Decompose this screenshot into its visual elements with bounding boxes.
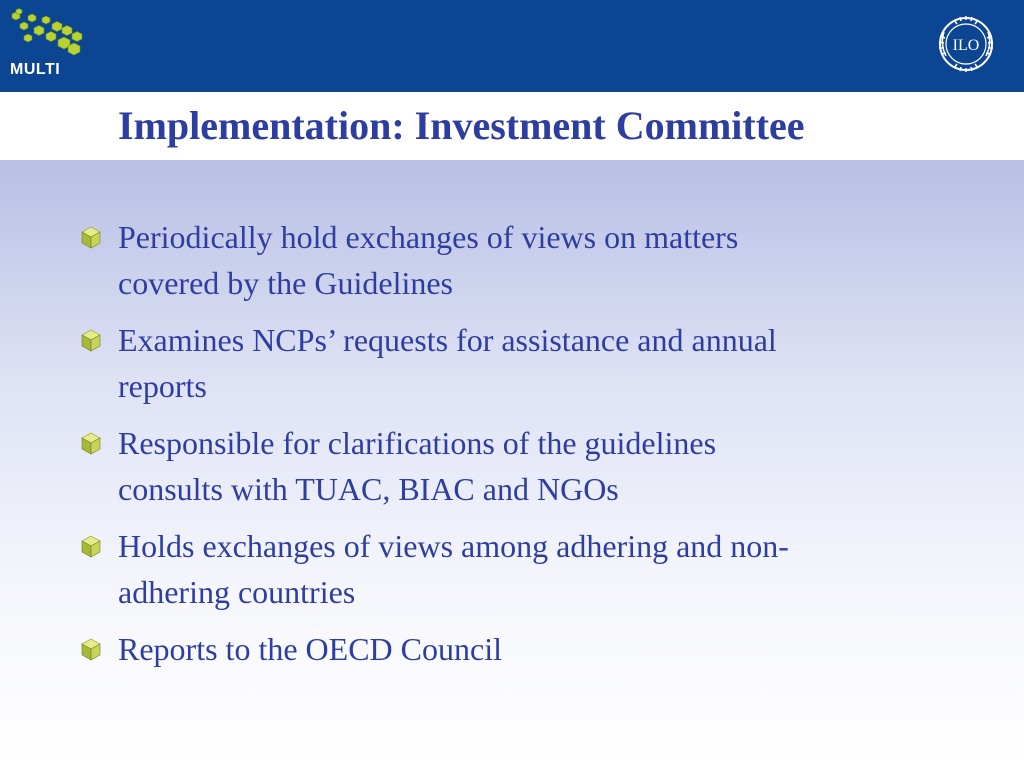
cube-bullet-icon xyxy=(80,638,102,662)
bullet-text-line2: consults with TUAC, BIAC and NGOs xyxy=(118,471,619,507)
list-item xyxy=(0,420,1024,512)
cube-bullet-icon xyxy=(80,226,102,250)
bullet-list xyxy=(0,214,1024,683)
list-item xyxy=(0,626,1024,672)
bullet-text-line2: adhering countries xyxy=(118,574,356,610)
cube-bullet-icon xyxy=(80,535,102,559)
bullet-text-line1: Periodically hold exchanges of views on matters xyxy=(118,219,739,255)
list-item xyxy=(0,523,1024,615)
list-item xyxy=(0,317,1024,409)
bullet-text-line1: Holds exchanges of views among adhering and non- xyxy=(118,528,789,564)
bullet-text-line1: Responsible for clarifications of the guidelines xyxy=(118,425,717,461)
list-item xyxy=(0,214,1024,306)
multi-logo-text: MULTI xyxy=(10,61,61,78)
ilo-emblem-icon xyxy=(934,12,998,76)
bullet-text-line1: Reports to the OECD Council xyxy=(118,631,502,667)
bullet-text-line2: covered by the Guidelines xyxy=(118,265,453,301)
cube-bullet-icon xyxy=(80,329,102,353)
header-bar xyxy=(0,0,1024,92)
ilo-logo-text: ILO xyxy=(952,37,980,54)
slide-title: Implementation: Investment Committee xyxy=(118,103,805,148)
bullet-text-line2: reports xyxy=(118,368,207,404)
cube-bullet-icon xyxy=(80,432,102,456)
bullet-text-line1: Examines NCPs’ requests for assistance and annual xyxy=(118,322,777,358)
